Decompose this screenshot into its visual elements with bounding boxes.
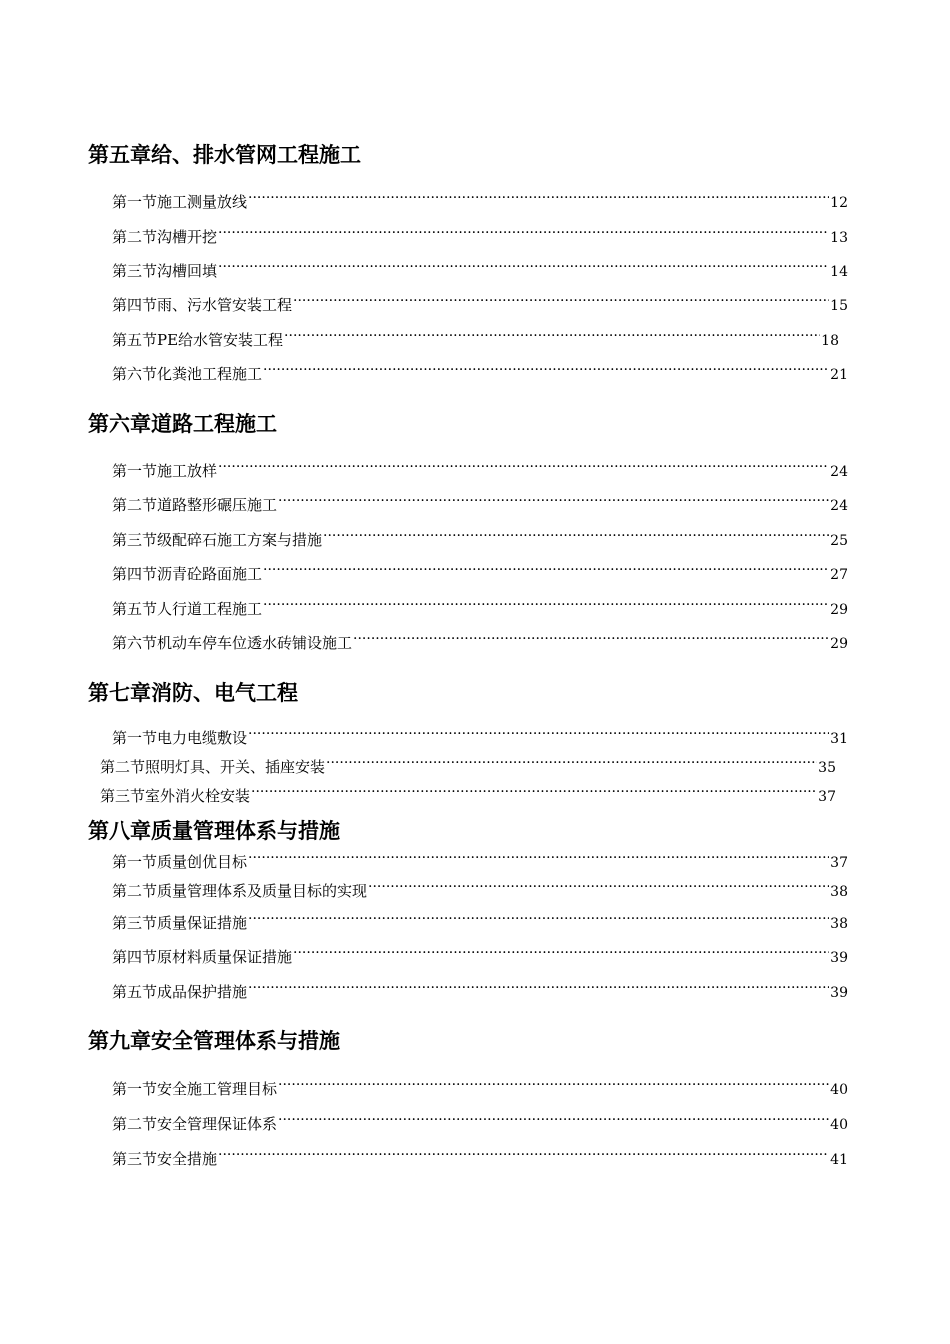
dot-leader <box>248 914 829 928</box>
toc-entry[interactable] <box>112 191 848 211</box>
section-label: 第一节安全施工管理目标 <box>112 1080 278 1098</box>
section-label: 第六节化粪池工程施工 <box>112 365 263 383</box>
dot-leader <box>248 193 829 207</box>
toc-entry[interactable] <box>112 851 848 871</box>
section-label: 第五节人行道工程施工 <box>112 600 263 618</box>
page-number: 39 <box>830 985 848 1001</box>
toc-entry[interactable] <box>100 756 836 776</box>
toc-entry[interactable] <box>112 1148 848 1168</box>
page-number: 38 <box>830 884 848 900</box>
page-number: 38 <box>830 916 848 932</box>
section-label: 第三节沟槽回填 <box>112 262 218 280</box>
section-label: 第二节沟槽开挖 <box>112 228 218 246</box>
page-number: 24 <box>830 464 848 480</box>
section-label: 第二节道路整形碾压施工 <box>112 496 278 514</box>
section-label: 第三节级配碎石施工方案与措施 <box>112 531 323 549</box>
toc-entry[interactable] <box>112 981 848 1001</box>
page-number: 24 <box>830 498 848 514</box>
dot-leader <box>218 262 829 276</box>
section-label: 第三节质量保证措施 <box>112 914 248 932</box>
chapter-title: 第五章给、排水管网工程施工 <box>88 143 361 167</box>
toc-entry[interactable] <box>112 363 848 383</box>
page-number: 14 <box>830 264 848 280</box>
chapter-title: 第六章道路工程施工 <box>88 412 277 436</box>
dot-leader <box>368 882 829 896</box>
toc-entry[interactable] <box>112 460 848 480</box>
dot-leader <box>278 1115 829 1129</box>
page-number: 18 <box>821 333 839 349</box>
toc-entry[interactable] <box>112 880 848 900</box>
page-number: 41 <box>830 1152 848 1168</box>
dot-leader <box>323 531 829 545</box>
page-number: 37 <box>818 789 836 805</box>
section-label: 第二节质量管理体系及质量目标的实现 <box>112 882 368 900</box>
dot-leader <box>218 228 829 242</box>
toc-entry[interactable] <box>112 494 848 514</box>
toc-entry[interactable] <box>112 563 848 583</box>
page-number: 21 <box>830 367 848 383</box>
page-number: 40 <box>830 1082 848 1098</box>
toc-entry[interactable] <box>112 946 848 966</box>
page-number: 15 <box>830 298 848 314</box>
toc-entry[interactable] <box>112 912 848 932</box>
section-label: 第一节施工放样 <box>112 462 218 480</box>
section-label: 第六节机动车停车位透水砖铺设施工 <box>112 634 353 652</box>
dot-leader <box>293 296 829 310</box>
section-label: 第二节照明灯具、开关、插座安装 <box>100 758 326 776</box>
section-label: 第一节施工测量放线 <box>112 193 248 211</box>
page-number: 25 <box>830 533 848 549</box>
section-label: 第四节雨、污水管安装工程 <box>112 296 293 314</box>
toc-entry[interactable] <box>112 598 848 618</box>
dot-leader <box>263 600 829 614</box>
section-label: 第二节安全管理保证体系 <box>112 1115 278 1133</box>
toc-entry[interactable] <box>100 785 836 805</box>
section-label: 第一节电力电缆敷设 <box>112 729 248 747</box>
toc-entry[interactable] <box>112 727 848 747</box>
page-number: 35 <box>818 760 836 776</box>
section-label: 第五节PE给水管安装工程 <box>112 331 284 349</box>
toc-entry[interactable] <box>112 1078 848 1098</box>
dot-leader <box>278 1080 829 1094</box>
dot-leader <box>326 758 817 772</box>
page-number: 27 <box>830 567 848 583</box>
toc-entry[interactable] <box>112 294 848 314</box>
dot-leader <box>248 983 829 997</box>
section-label: 第一节质量创优目标 <box>112 853 248 871</box>
dot-leader <box>248 729 829 743</box>
section-label: 第四节沥青砼路面施工 <box>112 565 263 583</box>
toc-entry[interactable] <box>112 1113 848 1133</box>
dot-leader <box>293 948 829 962</box>
page-number: 12 <box>830 195 848 211</box>
page-number: 39 <box>830 950 848 966</box>
dot-leader <box>218 462 829 476</box>
dot-leader <box>248 853 829 867</box>
page-number: 13 <box>830 230 848 246</box>
chapter-title: 第七章消防、电气工程 <box>88 681 298 705</box>
section-label: 第四节原材料质量保证措施 <box>112 948 293 966</box>
section-label: 第三节安全措施 <box>112 1150 218 1168</box>
page-number: 40 <box>830 1117 848 1133</box>
dot-leader <box>278 496 829 510</box>
chapter-title: 第九章安全管理体系与措施 <box>88 1029 340 1053</box>
dot-leader <box>353 634 829 648</box>
toc-entry[interactable] <box>112 329 839 349</box>
dot-leader <box>218 1150 829 1164</box>
section-label: 第五节成品保护措施 <box>112 983 248 1001</box>
page-number: 31 <box>830 731 848 747</box>
section-label: 第三节室外消火栓安装 <box>100 787 251 805</box>
chapter-title: 第八章质量管理体系与措施 <box>88 819 340 843</box>
toc-entry[interactable] <box>112 226 848 246</box>
dot-leader <box>263 365 829 379</box>
page-number: 37 <box>830 855 848 871</box>
toc-entry[interactable] <box>112 632 848 652</box>
dot-leader <box>263 565 829 579</box>
toc-entry[interactable] <box>112 260 848 280</box>
page-number: 29 <box>830 636 848 652</box>
page-number: 29 <box>830 602 848 618</box>
dot-leader <box>284 331 820 345</box>
dot-leader <box>251 787 817 801</box>
toc-entry[interactable] <box>112 529 848 549</box>
